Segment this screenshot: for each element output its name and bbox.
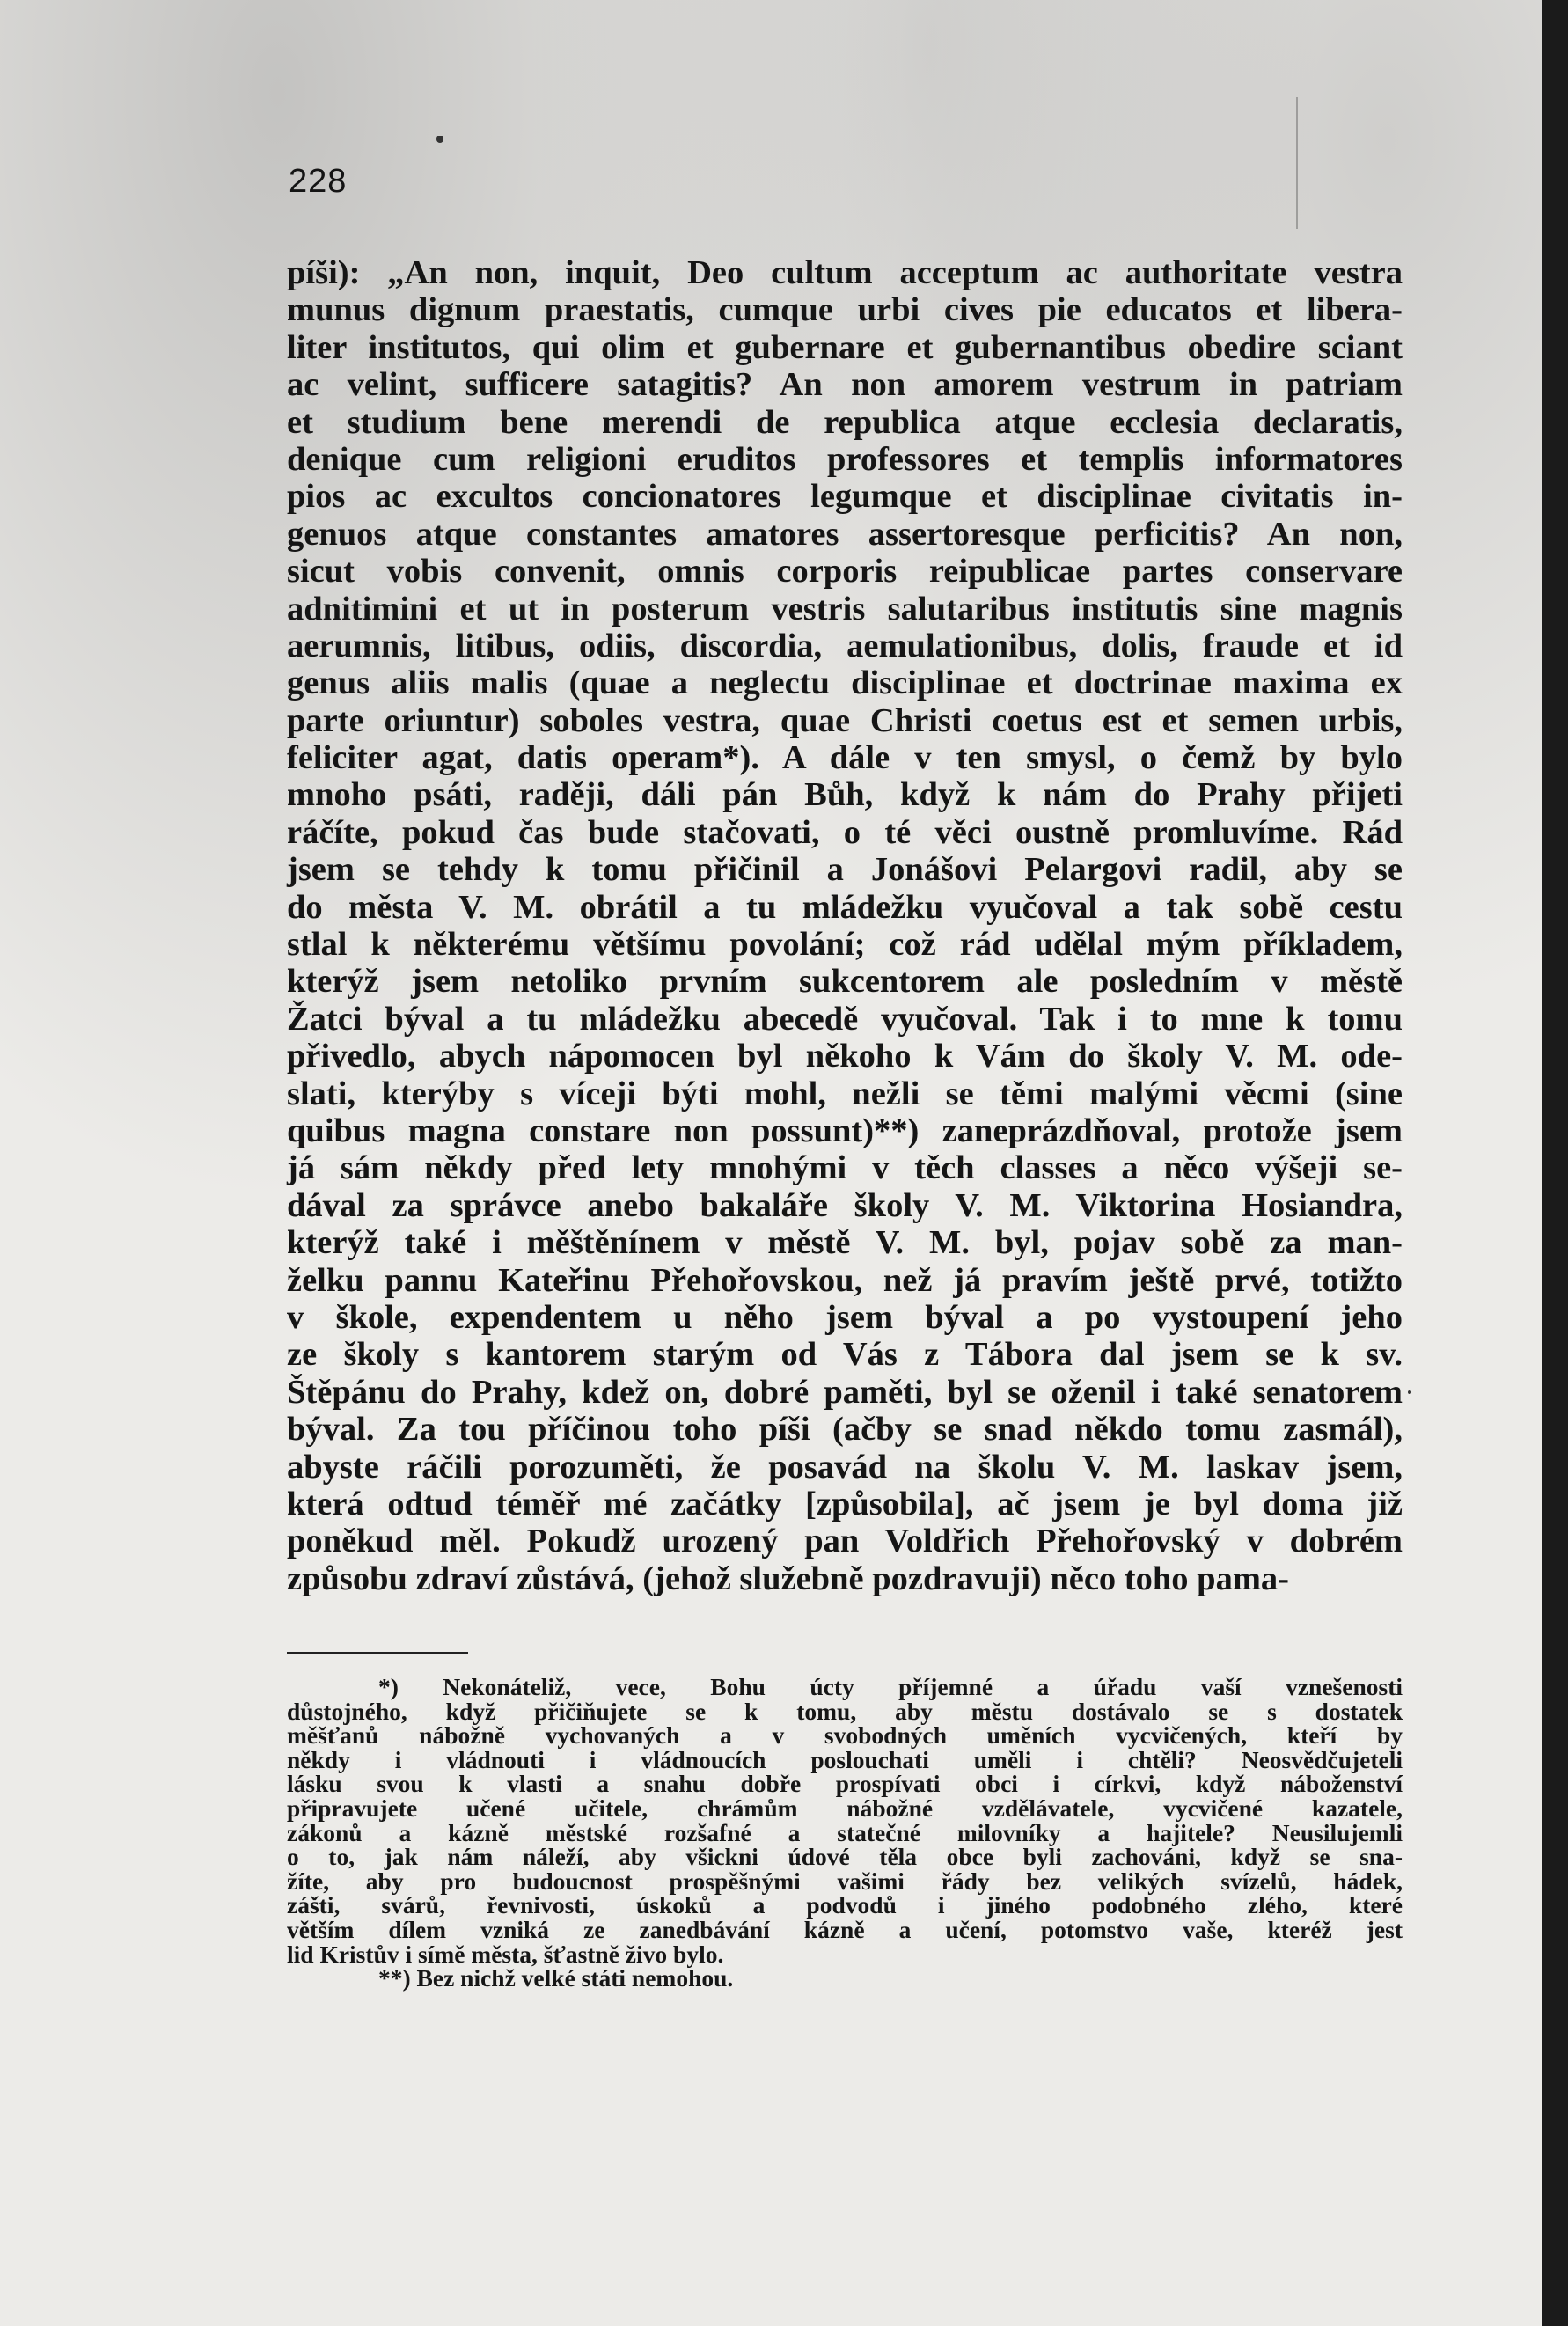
footnote-line: důstojného, když přičiňujete se k tomu, aby městu dostávalo se s dostatek <box>287 1697 1403 1725</box>
text-line: jsem se tehdy k tomu přičinil a Jonášovi Pelargovi radil, aby se <box>287 851 1403 889</box>
footnote-line: zášti, svárů, řevnivosti, úskoků a podvodů i jiného podobného zlého, které <box>287 1891 1403 1919</box>
text-line: stlal k některému většímu povolání; což rád udělal mým příkladem, <box>287 926 1403 964</box>
footnote-line: *) Nekonáteliž, vece, Bohu úcty příjemné a úřadu vaší vznešenosti <box>378 1673 1403 1700</box>
footnote-line: lid Kristův i símě města, šťastně živo bylo. <box>287 1940 724 1968</box>
text-line: sicut vobis convenit, omnis corporis reipublicae partes conservare <box>287 553 1403 591</box>
text-line: quibus magna constare non possunt)**) zaneprázdňoval, protože jsem <box>287 1112 1403 1149</box>
text-line: býval. Za tou příčinou toho píši (ačby se snad někdo tomu zasmál), <box>287 1411 1403 1449</box>
text-line: přivedlo, abych nápomocen byl někoho k Vám do školy V. M. ode- <box>287 1038 1403 1075</box>
ink-speck <box>436 136 443 143</box>
text-line: genus aliis malis (quae a neglectu disciplinae et doctrinae maxima ex <box>287 664 1403 702</box>
text-line: ac velint, sufficere satagitis? An non amorem vestrum in patriam <box>287 366 1403 404</box>
text-line: kterýž jsem netoliko prvním sukcentorem ale posledním v městě <box>287 963 1403 1001</box>
text-line: pios ac excultos concionatores legumque et disciplinae civitatis in- <box>287 478 1403 516</box>
text-line: píši): „An non, inquit, Deo cultum acceptum ac authoritate vestra <box>287 254 1403 291</box>
text-line: Štěpánu do Prahy, kdež on, dobré paměti, byl se oženil i také senatorem <box>287 1373 1403 1411</box>
text-line: slati, kterýby s víceji býti mohl, nežli se těmi malými věcmi (sine <box>287 1075 1403 1112</box>
text-line: ráčíte, pokud čas bude stačovati, o té věci oustně promluvíme. Rád <box>287 813 1403 851</box>
footnotes-block <box>287 1675 1403 1991</box>
page-fold-line <box>1296 97 1298 229</box>
footnote-line: o to, jak nám náleží, aby všickni údové těla obce byli zachováni, když se sna- <box>287 1843 1403 1871</box>
text-line: kterýž také i měštěnínem v městě V. M. byl, pojav sobě za man- <box>287 1224 1403 1262</box>
text-line: genuos atque constantes amatores assertoresque perficitis? An non, <box>287 515 1403 553</box>
page-number: 228 <box>289 163 348 200</box>
text-line: abyste ráčili porozuměti, že posavád na školu V. M. laskav jsem, <box>287 1448 1403 1486</box>
text-line: munus dignum praestatis, cumque urbi cives pie educatos et libera- <box>287 291 1403 329</box>
text-line: v škole, expendentem u něho jsem býval a po vystoupení jeho <box>287 1298 1403 1336</box>
text-line: parte oriuntur) soboles vestra, quae Christi coetus est et semen urbis, <box>287 701 1403 739</box>
footnote-line: připravujete učené učitele, chrámům nábožné vzdělávatele, vycvičené kazatele, <box>287 1794 1403 1822</box>
main-text-block <box>287 254 1403 1597</box>
text-line: aerumnis, litibus, odiis, discordia, aemulationibus, dolis, fraude et id <box>287 627 1403 664</box>
text-line: do města V. M. obrátil a tu mládežku vyučoval a tak sobě cestu <box>287 888 1403 926</box>
text-line: et studium bene merendi de republica atque ecclesia declaratis, <box>287 403 1403 441</box>
text-line: denique cum religioni eruditos professores et templis informatores <box>287 440 1403 478</box>
footnote-line: někdy i vládnouti i vládnoucích poslouchati uměli i chtěli? Neosvědčujeteli <box>287 1745 1403 1773</box>
footnote-line: zákonů a kázně městské rozšafné a statečné milovníky a hajitele? Neusilujemli <box>287 1818 1403 1846</box>
text-line: která odtud téměř mé začátky [způsobila], ač jsem je byl doma již <box>287 1485 1403 1523</box>
footnote-line: žíte, aby pro budoucnost prospěšnými vašimi řády bez velikých svízelů, hádek, <box>287 1867 1403 1895</box>
ink-speck <box>1408 1390 1411 1394</box>
text-line: Žatci býval a tu mládežku abecedě vyučoval. Tak i to mne k tomu <box>287 1000 1403 1038</box>
text-line: feliciter agat, datis operam*). A dále v ten smysl, o čemž by bylo <box>287 739 1403 777</box>
text-line: způsobu zdraví zůstává, (jehož služebně pozdravuji) něco toho pama- <box>287 1559 1289 1597</box>
footnote-line: měšťanů nábožně vychovaných a v svobodných uměních vycvičených, kteří by <box>287 1721 1403 1750</box>
text-line: poněkud měl. Pokudž urozený pan Voldřich Přehořovský v dobrém <box>287 1523 1403 1560</box>
text-line: adnitimini et ut in posterum vestris salutaribus institutis sine magnis <box>287 590 1403 627</box>
text-line: želku pannu Kateřinu Přehořovskou, než já pravím ještě prvé, totižto <box>287 1261 1403 1299</box>
text-line: dával za správce anebo bakaláře školy V. M. Viktorina Hosiandra, <box>287 1186 1403 1224</box>
footnote-line: **) Bez nichž velké státi nemohou. <box>378 1964 734 1992</box>
footnote-divider <box>287 1652 468 1654</box>
text-line: liter institutos, qui olim et gubernare et gubernantibus obedire sciant <box>287 328 1403 366</box>
text-line: ze školy s kantorem starým od Vás z Tábora dal jsem se k sv. <box>287 1336 1403 1374</box>
text-line: já sám někdy před lety mnohými v těch classes a něco výšeji se- <box>287 1149 1403 1187</box>
footnote-line: větším dílem vzniká ze zanedbávání kázně a učení, potomstvo vaše, kteréž jest <box>287 1915 1403 1943</box>
text-line: mnoho psáti, raději, dáli pán Bůh, když k nám do Prahy přijeti <box>287 776 1403 814</box>
footnote-line: lásku svou k vlasti a snahu dobře prospívati obci i církvi, když náboženství <box>287 1770 1403 1798</box>
